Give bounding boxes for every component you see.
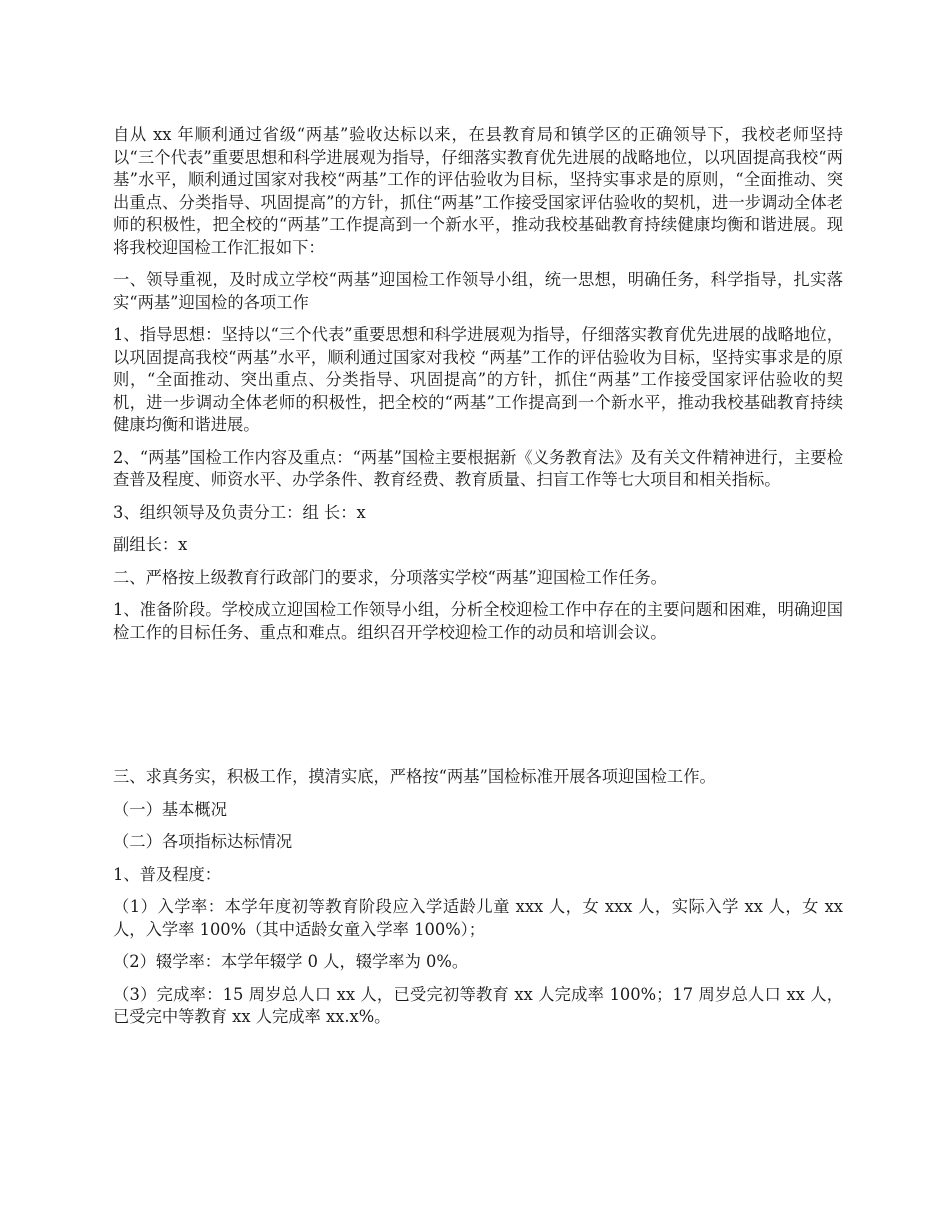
guiding-ideology-paragraph: 1、指导思想：坚持以“三个代表”重要思想和科学进展观为指导，仔细落实教育优先进展的战略地位，以巩固提高我校“两基”水平，顺利通过国家对我校 “两基”工作的评估验收为目标，坚持实事求是的原则，“全面推动、突出重点、分类指导、巩固提高”的方针，抓住“两基”工作接受国家评估验收的契机，进一步调动全体老师的积极性，把全校的“两基”工作提高到一个新水平，推动我校基础教育持续健康均衡和谐进展。	[113, 325, 843, 434]
page-gap	[113, 654, 843, 766]
deputy-leader-line: 副组长：x	[113, 535, 188, 554]
inspection-content-paragraph: 2、“两基”国检工作内容及重点：“两基”国检主要根据新《义务教育法》及有关文件精神进行，主要检查普及程度、师资水平、办学条件、教育经费、教育质量、扫盲工作等七大项目和相关指标。	[113, 447, 843, 489]
document-body	[113, 124, 843, 1039]
subsection-basic-overview: （一）基本概况	[113, 799, 227, 819]
completion-rate-paragraph: （3）完成率：15 周岁总人口 xx 人，已受完初等教育 xx 人完成率 100%；17 周岁总人口 xx 人，已受完中等教育 xx 人完成率 xx.x%。	[113, 984, 843, 1026]
section-3-heading: 三、求真务实，积极工作，摸清实底，严格按“两基”国检标准开展各项迎国检工作。	[113, 767, 716, 786]
dropout-rate-paragraph: （2）辍学率：本学年辍学 0 人，辍学率为 0%。	[113, 952, 469, 971]
preparation-stage-paragraph: 1、准备阶段。学校成立迎国检工作领导小组，分析全校迎检工作中存在的主要问题和困难，明确迎国检工作的目标任务、重点和难点。组织召开学校迎检工作的动员和培训会议。	[113, 600, 843, 642]
enrollment-rate-paragraph: （1）入学率：本学年度初等教育阶段应入学适龄儿童 xxx 人，女 xxx 人，实际入学 xx 人，女 xx 人，入学率 100%（其中适龄女童入学率 100%）；	[113, 897, 843, 939]
popularization-heading: 1、普及程度：	[113, 864, 222, 884]
section-1-heading: 一、领导重视，及时成立学校“两基”迎国检工作领导小组，统一思想，明确任务，科学指导，扎实落实“两基”迎国检的各项工作	[113, 270, 843, 312]
subsection-indicator-status: （二）各项指标达标情况	[113, 832, 293, 851]
section-2-heading: 二、严格按上级教育行政部门的要求，分项落实学校“两基”迎国检工作任务。	[113, 567, 667, 587]
intro-paragraph: 自从 xx 年顺利通过省级“两基”验收达标以来，在县教育局和镇学区的正确领导下，我校老师坚持以“三个代表”重要思想和科学进展观为指导，仔细落实教育优先进展的战略地位，以巩固提高我校“两基”水平，顺利通过国家对我校“两基”工作的评估验收为目标，坚持实事求是的原则，“全面推动、突出重点、分类指导、巩固提高”的方针，抓住“两基”工作接受国家评估验收的契机，进一步调动全体老师的积极性，把全校的“两基”工作提高到一个新水平，推动我校基础教育持续健康均衡和谐进展。现将我校迎国检工作汇报如下：	[113, 125, 843, 257]
organization-leader-line: 3、组织领导及负责分工：组 长：x	[113, 502, 366, 522]
